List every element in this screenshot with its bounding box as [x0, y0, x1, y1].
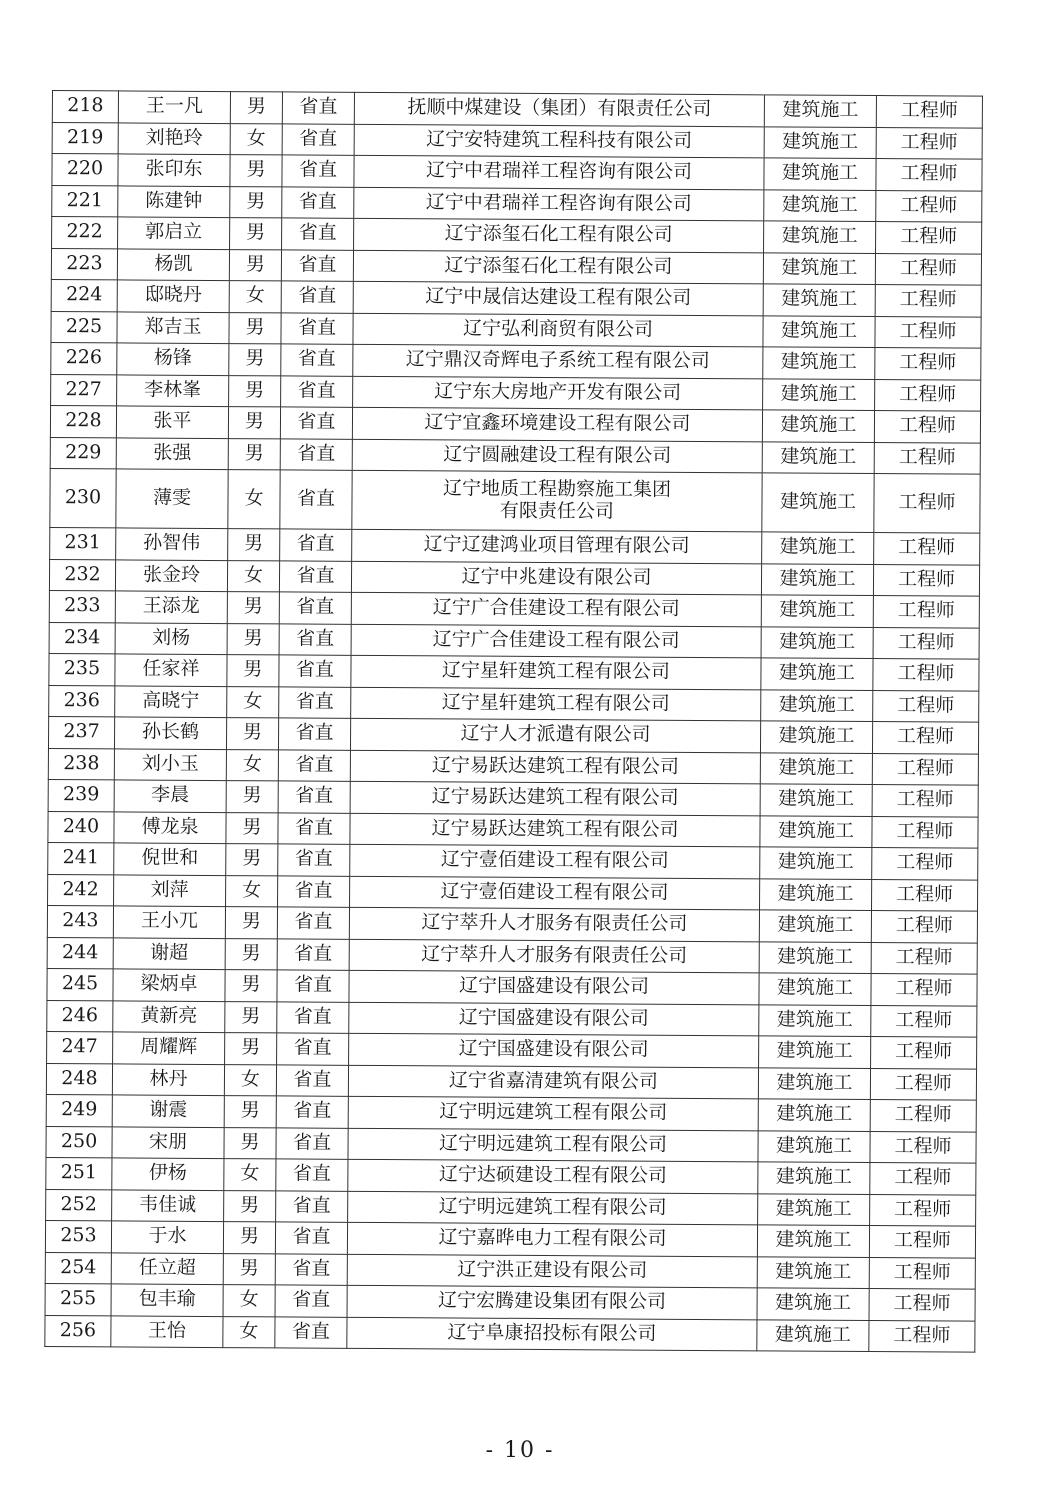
- cell-gender: 男: [230, 92, 282, 124]
- cell-region: 省直: [277, 1001, 349, 1033]
- cell-number: 252: [46, 1189, 112, 1221]
- cell-company: 辽宁阜康招投标有限公司: [347, 1317, 757, 1351]
- cell-number: 230: [50, 468, 116, 527]
- cell-region: 省直: [281, 312, 353, 344]
- cell-gender: 男: [223, 1222, 275, 1254]
- cell-major: 建筑施工: [761, 595, 873, 627]
- cell-title: 工程师: [871, 1037, 977, 1069]
- cell-title: 工程师: [875, 253, 981, 285]
- cell-title: 工程师: [875, 348, 981, 380]
- cell-region: 省直: [276, 1190, 348, 1222]
- cell-region: 省直: [278, 749, 350, 781]
- cell-name: 刘小玉: [114, 748, 226, 780]
- cell-company: 辽宁广合佳建设工程有限公司: [351, 624, 761, 658]
- cell-company: 辽宁宏腾建设集团有限公司: [347, 1285, 757, 1319]
- cell-gender: 女: [230, 123, 282, 155]
- cell-major: 建筑施工: [760, 815, 872, 847]
- cell-region: 省直: [281, 281, 353, 313]
- cell-title: 工程师: [874, 474, 980, 534]
- cell-name: 于水: [111, 1221, 223, 1253]
- cell-region: 省直: [275, 1316, 347, 1348]
- cell-gender: 男: [226, 844, 278, 876]
- cell-region: 省直: [278, 718, 350, 750]
- cell-region: 省直: [280, 407, 352, 439]
- cell-company: 辽宁广合佳建设工程有限公司: [351, 592, 761, 626]
- cell-company: 辽宁添玺石化工程有限公司: [353, 250, 763, 284]
- cell-name: 王一凡: [118, 91, 230, 123]
- cell-number: 250: [46, 1126, 112, 1158]
- cell-title: 工程师: [872, 722, 978, 754]
- cell-company: 辽宁中兆建设有限公司: [351, 561, 761, 595]
- cell-major: 建筑施工: [762, 532, 874, 564]
- cell-region: 省直: [276, 1064, 348, 1096]
- cell-company: 辽宁壹佰建设工程有限公司: [350, 876, 760, 910]
- cell-name: 郭启立: [118, 217, 230, 249]
- cell-gender: 男: [224, 1127, 276, 1159]
- cell-title: 工程师: [873, 627, 979, 659]
- cell-gender: 女: [227, 560, 279, 592]
- cell-number: 222: [52, 217, 118, 249]
- cell-name: 梁炳卓: [113, 969, 225, 1001]
- cell-number: 255: [45, 1283, 111, 1315]
- cell-company: 辽宁壹佰建设工程有限公司: [350, 844, 760, 878]
- cell-gender: 男: [229, 375, 281, 407]
- cell-title: 工程师: [869, 1226, 975, 1258]
- cell-name: 刘萍: [114, 874, 226, 906]
- cell-major: 建筑施工: [760, 721, 872, 753]
- cell-major: 建筑施工: [761, 626, 873, 658]
- cell-company: 辽宁达硕建设工程有限公司: [348, 1159, 758, 1193]
- cell-name: 傅龙泉: [114, 811, 226, 843]
- cell-company: 辽宁中晟信达建设工程有限公司: [353, 281, 763, 315]
- cell-gender: 男: [226, 718, 278, 750]
- cell-number: 251: [46, 1157, 112, 1189]
- cell-gender: 女: [226, 749, 278, 781]
- cell-number: 218: [52, 91, 118, 123]
- cell-region: 省直: [278, 875, 350, 907]
- cell-name: 杨凯: [117, 248, 229, 280]
- cell-name: 杨锋: [117, 343, 229, 375]
- cell-region: 省直: [277, 970, 349, 1002]
- cell-region: 省直: [281, 375, 353, 407]
- cell-major: 建筑施工: [763, 284, 875, 316]
- cell-company: 辽宁萃升人才服务有限责任公司: [349, 907, 759, 941]
- cell-name: 韦佳诚: [112, 1189, 224, 1221]
- cell-gender: 女: [228, 470, 280, 529]
- cell-name: 黄新亮: [113, 1000, 225, 1032]
- cell-major: 建筑施工: [764, 221, 876, 253]
- cell-company: [352, 470, 762, 532]
- cell-name: 周耀辉: [113, 1032, 225, 1064]
- cell-company: 辽宁宜鑫环境建设工程有限公司: [352, 407, 762, 441]
- cell-title: 工程师: [874, 533, 980, 565]
- cell-major: 建筑施工: [758, 1130, 870, 1162]
- cell-region: 省直: [279, 686, 351, 718]
- cell-major: 建筑施工: [761, 658, 873, 690]
- page-number: - 10 -: [485, 1438, 555, 1463]
- cell-title: 工程师: [876, 190, 982, 222]
- cell-major: 建筑施工: [759, 1036, 871, 1068]
- cell-region: 省直: [277, 1033, 349, 1065]
- cell-region: 省直: [279, 592, 351, 624]
- cell-major: 建筑施工: [764, 95, 876, 127]
- cell-name: 孙智伟: [116, 528, 228, 560]
- cell-number: 233: [49, 590, 115, 622]
- cell-title: 工程师: [872, 816, 978, 848]
- cell-region: 省直: [277, 907, 349, 939]
- cell-title: 工程师: [871, 974, 977, 1006]
- cell-title: 工程师: [870, 1131, 976, 1163]
- cell-title: 工程师: [874, 411, 980, 443]
- roster-body: [45, 91, 983, 1353]
- cell-gender: 女: [224, 1064, 276, 1096]
- cell-number: 247: [47, 1031, 113, 1063]
- cell-company: 辽宁易跃达建筑工程有限公司: [350, 781, 760, 815]
- cell-gender: 男: [229, 249, 281, 281]
- company-line: 辽宁地质工程勘察施工集团: [442, 477, 672, 501]
- cell-company: 辽宁国盛建设有限公司: [349, 970, 759, 1004]
- cell-gender: 男: [228, 529, 280, 561]
- cell-major: 建筑施工: [758, 1193, 870, 1225]
- cell-title: 工程师: [870, 1163, 976, 1195]
- cell-major: 建筑施工: [757, 1319, 869, 1351]
- cell-gender: 男: [230, 218, 282, 250]
- cell-region: 省直: [282, 92, 354, 124]
- cell-name: 孙长鹤: [114, 717, 226, 749]
- cell-major: 建筑施工: [758, 1067, 870, 1099]
- cell-number: 244: [47, 937, 113, 969]
- cell-region: 省直: [280, 470, 352, 529]
- cell-title: 工程师: [871, 942, 977, 974]
- cell-region: 省直: [275, 1222, 347, 1254]
- cell-name: 薄雯: [116, 469, 228, 529]
- cell-number: 238: [48, 748, 114, 780]
- cell-number: 231: [50, 527, 116, 559]
- cell-name: 张金玲: [115, 559, 227, 591]
- cell-title: 工程师: [875, 285, 981, 317]
- cell-number: 248: [46, 1063, 112, 1095]
- cell-gender: 女: [223, 1316, 275, 1348]
- cell-number: 254: [45, 1252, 111, 1284]
- cell-gender: 男: [227, 623, 279, 655]
- cell-name: 包丰瑜: [111, 1284, 223, 1316]
- cell-name: 倪世和: [114, 843, 226, 875]
- cell-gender: 男: [226, 812, 278, 844]
- cell-company: 辽宁星轩建筑工程有限公司: [351, 655, 761, 689]
- cell-title: 工程师: [875, 316, 981, 348]
- cell-gender: 男: [225, 907, 277, 939]
- cell-name: 张强: [116, 437, 228, 469]
- cell-name: 刘艳玲: [118, 122, 230, 154]
- cell-name: 李林峯: [117, 374, 229, 406]
- cell-company: 辽宁易跃达建筑工程有限公司: [350, 813, 760, 847]
- cell-gender: 男: [229, 344, 281, 376]
- cell-company: 辽宁鼎汉奇辉电子系统工程有限公司: [353, 344, 763, 378]
- cell-name: 李晨: [114, 780, 226, 812]
- cell-number: 245: [47, 968, 113, 1000]
- cell-number: 249: [46, 1094, 112, 1126]
- cell-company: 辽宁易跃达建筑工程有限公司: [350, 750, 760, 784]
- cell-gender: 女: [226, 875, 278, 907]
- cell-major: 建筑施工: [757, 1256, 869, 1288]
- cell-title: 工程师: [875, 379, 981, 411]
- cell-major: 建筑施工: [762, 441, 874, 473]
- cell-region: 省直: [282, 123, 354, 155]
- cell-company: 辽宁东大房地产开发有限公司: [353, 376, 763, 410]
- cell-company: 辽宁明远建筑工程有限公司: [348, 1128, 758, 1162]
- cell-title: 工程师: [876, 96, 982, 128]
- cell-title: 工程师: [876, 127, 982, 159]
- company-line: 有限责任公司: [499, 499, 615, 523]
- cell-major: 建筑施工: [764, 158, 876, 190]
- cell-gender: 女: [227, 686, 279, 718]
- cell-name: 宋朋: [112, 1126, 224, 1158]
- cell-company: 辽宁安特建筑工程科技有限公司: [354, 124, 764, 158]
- cell-company: 辽宁省嘉清建筑有限公司: [348, 1065, 758, 1099]
- cell-major: 建筑施工: [757, 1288, 869, 1320]
- cell-gender: 男: [224, 1096, 276, 1128]
- cell-region: 省直: [275, 1285, 347, 1317]
- cell-company: 辽宁辽建鸿业项目管理有限公司: [352, 529, 762, 563]
- cell-number: 225: [51, 311, 117, 343]
- cell-title: 工程师: [873, 690, 979, 722]
- cell-name: 张平: [116, 406, 228, 438]
- cell-region: 省直: [282, 218, 354, 250]
- cell-number: 220: [52, 154, 118, 186]
- cell-number: 237: [48, 716, 114, 748]
- cell-gender: 男: [223, 1253, 275, 1285]
- cell-number: 228: [50, 405, 116, 437]
- cell-major: 建筑施工: [760, 752, 872, 784]
- cell-title: 工程师: [874, 442, 980, 474]
- cell-company: 辽宁添玺石化工程有限公司: [354, 218, 764, 252]
- cell-major: 建筑施工: [763, 315, 875, 347]
- cell-gender: 女: [229, 281, 281, 313]
- cell-region: 省直: [281, 249, 353, 281]
- cell-gender: 男: [225, 1033, 277, 1065]
- cell-title: 工程师: [873, 596, 979, 628]
- cell-gender: 女: [223, 1285, 275, 1317]
- cell-company: 辽宁嘉晔电力工程有限公司: [347, 1222, 757, 1256]
- cell-region: 省直: [278, 812, 350, 844]
- cell-gender: 男: [229, 312, 281, 344]
- cell-major: 建筑施工: [763, 252, 875, 284]
- cell-number: 227: [51, 374, 117, 406]
- cell-gender: 男: [225, 938, 277, 970]
- cell-title: 工程师: [876, 222, 982, 254]
- cell-major: 建筑施工: [760, 878, 872, 910]
- cell-name: 郑吉玉: [117, 311, 229, 343]
- cell-region: 省直: [282, 155, 354, 187]
- cell-company: 辽宁中君瑞祥工程咨询有限公司: [354, 187, 764, 221]
- cell-title: 工程师: [873, 659, 979, 691]
- cell-name: 伊杨: [112, 1158, 224, 1190]
- cell-gender: 男: [227, 592, 279, 624]
- cell-region: 省直: [279, 560, 351, 592]
- cell-major: 建筑施工: [764, 189, 876, 221]
- cell-company: 辽宁人才派遣有限公司: [350, 718, 760, 752]
- cell-title: 工程师: [872, 848, 978, 880]
- cell-title: 工程师: [870, 1100, 976, 1132]
- cell-title: 工程师: [876, 159, 982, 191]
- cell-major: 建筑施工: [761, 689, 873, 721]
- cell-company: 辽宁弘利商贸有限公司: [353, 313, 763, 347]
- cell-region: 省直: [279, 623, 351, 655]
- cell-number: 256: [45, 1315, 111, 1347]
- cell-gender: 男: [225, 1001, 277, 1033]
- cell-name: 任家祥: [115, 654, 227, 686]
- cell-region: 省直: [275, 1253, 347, 1285]
- cell-number: 223: [51, 248, 117, 280]
- cell-name: 王小兀: [113, 906, 225, 938]
- cell-number: 224: [51, 279, 117, 311]
- cell-major: 建筑施工: [764, 126, 876, 158]
- cell-major: 建筑施工: [762, 473, 874, 533]
- cell-company: 辽宁中君瑞祥工程咨询有限公司: [354, 155, 764, 189]
- cell-gender: 男: [230, 155, 282, 187]
- cell-major: 建筑施工: [759, 973, 871, 1005]
- cell-major: 建筑施工: [759, 910, 871, 942]
- cell-company: 辽宁萃升人才服务有限责任公司: [349, 939, 759, 973]
- cell-gender: 男: [225, 970, 277, 1002]
- cell-name: 林丹: [112, 1063, 224, 1095]
- cell-company: 辽宁星轩建筑工程有限公司: [351, 687, 761, 721]
- cell-number: 241: [48, 842, 114, 874]
- cell-number: 229: [50, 437, 116, 469]
- cell-major: 建筑施工: [761, 563, 873, 595]
- cell-number: 226: [51, 342, 117, 374]
- cell-region: 省直: [276, 1127, 348, 1159]
- cell-region: 省直: [278, 781, 350, 813]
- cell-region: 省直: [280, 438, 352, 470]
- cell-title: 工程师: [870, 1194, 976, 1226]
- table-row: [45, 1315, 975, 1352]
- cell-title: 工程师: [872, 879, 978, 911]
- cell-number: 246: [47, 1000, 113, 1032]
- cell-region: 省直: [280, 529, 352, 561]
- cell-name: 邸晓丹: [117, 280, 229, 312]
- cell-region: 省直: [276, 1159, 348, 1191]
- cell-name: 谢震: [112, 1095, 224, 1127]
- cell-gender: 男: [228, 438, 280, 470]
- cell-number: 232: [49, 559, 115, 591]
- cell-gender: 男: [230, 186, 282, 218]
- cell-title: 工程师: [872, 785, 978, 817]
- cell-number: 219: [52, 122, 118, 154]
- cell-title: 工程师: [869, 1320, 975, 1352]
- cell-major: 建筑施工: [759, 941, 871, 973]
- cell-major: 建筑施工: [762, 410, 874, 442]
- cell-name: 王添龙: [115, 591, 227, 623]
- cell-company: 辽宁明远建筑工程有限公司: [348, 1096, 758, 1130]
- cell-name: 陈建钟: [118, 185, 230, 217]
- cell-name: 高晓宁: [115, 685, 227, 717]
- cell-title: 工程师: [869, 1257, 975, 1289]
- cell-major: 建筑施工: [760, 847, 872, 879]
- cell-name: 任立超: [111, 1252, 223, 1284]
- cell-company: 辽宁明远建筑工程有限公司: [348, 1191, 758, 1225]
- cell-company: 辽宁国盛建设有限公司: [349, 1002, 759, 1036]
- cell-number: 239: [48, 779, 114, 811]
- cell-title: 工程师: [870, 1068, 976, 1100]
- cell-title: 工程师: [872, 753, 978, 785]
- cell-name: 张印东: [118, 154, 230, 186]
- cell-title: 工程师: [869, 1289, 975, 1321]
- cell-major: 建筑施工: [759, 1004, 871, 1036]
- cell-major: 建筑施工: [757, 1225, 869, 1257]
- cell-number: 236: [49, 685, 115, 717]
- cell-major: 建筑施工: [763, 347, 875, 379]
- cell-title: 工程师: [873, 564, 979, 596]
- cell-company: 辽宁洪正建设有限公司: [347, 1254, 757, 1288]
- cell-major: 建筑施工: [758, 1162, 870, 1194]
- cell-company: 辽宁国盛建设有限公司: [349, 1033, 759, 1067]
- cell-name: 谢超: [113, 937, 225, 969]
- cell-region: 省直: [282, 186, 354, 218]
- cell-title: 工程师: [871, 911, 977, 943]
- cell-gender: 女: [224, 1159, 276, 1191]
- cell-major: 建筑施工: [763, 378, 875, 410]
- cell-gender: 男: [224, 1190, 276, 1222]
- cell-gender: 男: [227, 655, 279, 687]
- cell-region: 省直: [279, 655, 351, 687]
- cell-region: 省直: [277, 938, 349, 970]
- cell-number: 235: [49, 653, 115, 685]
- cell-gender: 男: [226, 781, 278, 813]
- cell-major: 建筑施工: [758, 1099, 870, 1131]
- cell-major: 建筑施工: [760, 784, 872, 816]
- cell-number: 253: [45, 1220, 111, 1252]
- cell-number: 243: [47, 905, 113, 937]
- cell-company: 辽宁圆融建设工程有限公司: [352, 439, 762, 473]
- cell-title: 工程师: [871, 1005, 977, 1037]
- roster-table: [44, 90, 983, 1353]
- cell-name: 王怡: [111, 1315, 223, 1347]
- table-row: [50, 468, 980, 533]
- cell-region: 省直: [278, 844, 350, 876]
- cell-number: 242: [48, 874, 114, 906]
- cell-number: 234: [49, 622, 115, 654]
- cell-number: 221: [52, 185, 118, 217]
- cell-region: 省直: [281, 344, 353, 376]
- cell-name: 刘杨: [115, 622, 227, 654]
- cell-gender: 男: [228, 407, 280, 439]
- cell-number: 240: [48, 811, 114, 843]
- cell-company: 抚顺中煤建设（集团）有限责任公司: [354, 92, 764, 126]
- cell-region: 省直: [276, 1096, 348, 1128]
